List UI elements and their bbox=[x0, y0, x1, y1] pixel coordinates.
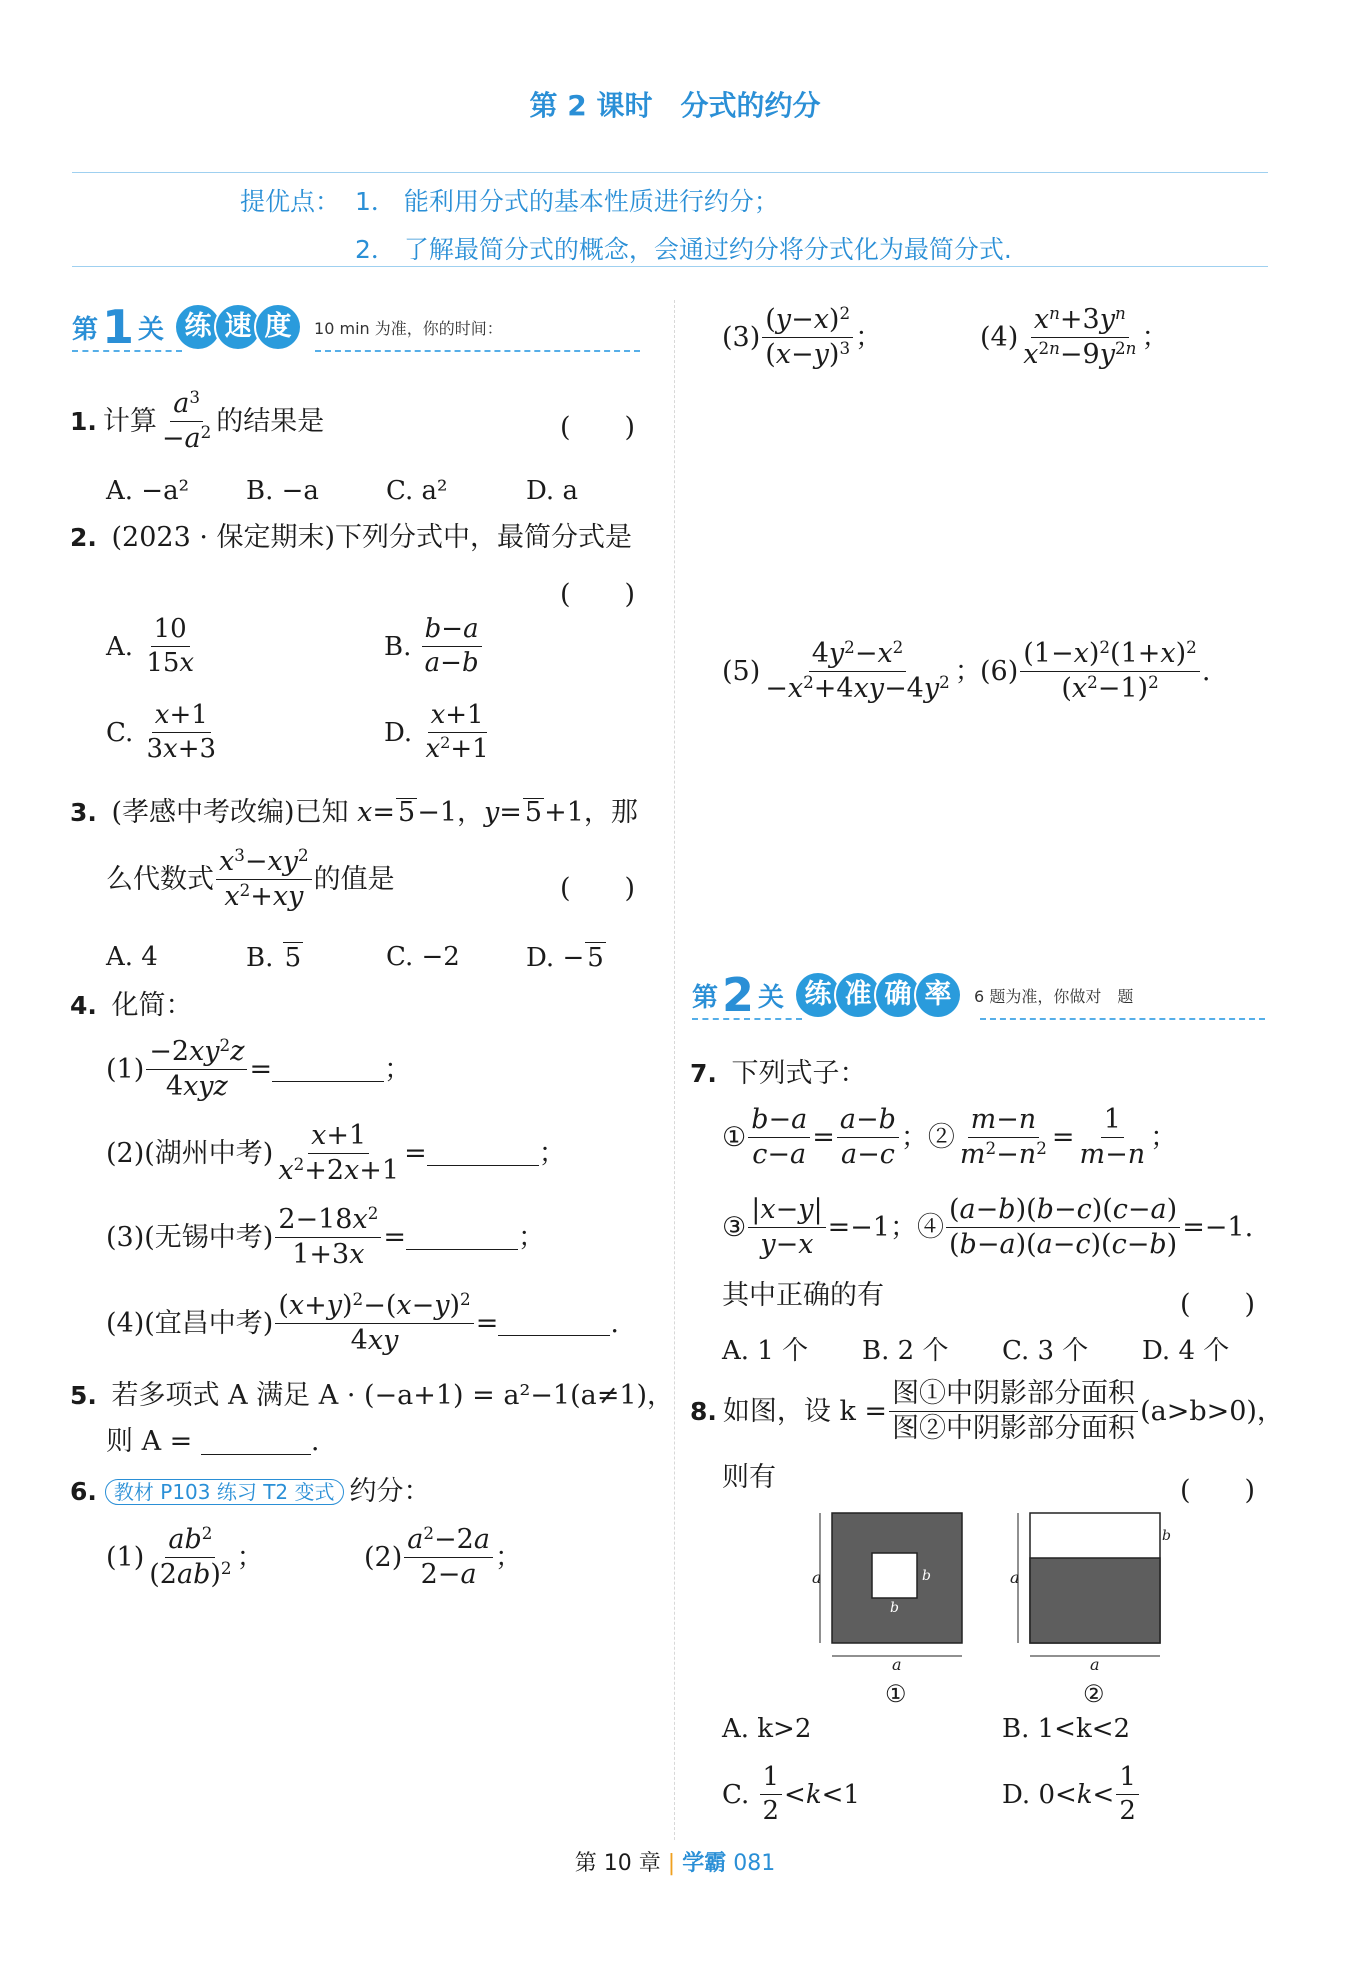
q2-option-a[interactable]: A. $\frac{10}{15x}$ bbox=[106, 614, 195, 679]
q7-option-a[interactable]: A. 1 个 bbox=[722, 1336, 809, 1366]
q5-number: 5. bbox=[70, 1381, 97, 1410]
q1-option-c[interactable]: C. a² bbox=[386, 476, 448, 506]
level-2-dash-left bbox=[692, 1018, 802, 1020]
q4-part-4: (4)(宜昌中考) $\frac{(x+y)^2-(x-y)^2}{4xy}$ = . bbox=[106, 1288, 619, 1357]
svg-text:a: a bbox=[892, 1655, 902, 1674]
q3-condition: x= 5−1，y= 5+1，那 bbox=[357, 797, 638, 828]
svg-text:b: b bbox=[890, 1600, 899, 1616]
level-1-char-1: 练 bbox=[176, 305, 220, 349]
svg-text:a: a bbox=[1010, 1568, 1020, 1587]
q3-stem-2 bbox=[106, 844, 395, 913]
q8-answer-paren[interactable]: ( ) bbox=[1180, 1475, 1256, 1506]
level-1-di: 第 bbox=[72, 314, 99, 345]
q5-text: 若多项式 A 满足 A · (−a+1) = a²−1(a≠1)， bbox=[111, 1380, 675, 1411]
q1-answer-paren[interactable]: ( ) bbox=[560, 412, 636, 443]
q2-stem bbox=[70, 524, 632, 551]
level-2-char-3: 确 bbox=[876, 973, 920, 1017]
q7-number: 7. bbox=[690, 1059, 717, 1088]
q1-text-1: 计算 bbox=[102, 406, 157, 438]
q6-part-4: (4) $\frac{x^n+3y^n}{x^{2n}-9y^{2n}}$ ； bbox=[980, 302, 1169, 371]
level-2-guan: 关 bbox=[758, 982, 785, 1013]
q7-stem bbox=[690, 1060, 867, 1087]
q1-option-d[interactable]: D. a bbox=[526, 476, 578, 506]
q4-1-blank[interactable] bbox=[272, 1058, 384, 1082]
level-1-note: 10 min 为准，你的时间： bbox=[314, 318, 503, 338]
q3-fraction: $\frac{x^3-xy^2}{x^2+xy}$ bbox=[216, 848, 312, 912]
q7-text-2: 其中正确的有 bbox=[722, 1280, 884, 1311]
level-2-di: 第 bbox=[692, 982, 719, 1013]
q7-option-b[interactable]: B. 2 个 bbox=[862, 1336, 949, 1366]
footer-brand: 学霸 bbox=[682, 1851, 727, 1876]
footer-chapter: 第 10 章 bbox=[574, 1851, 661, 1876]
q8-text-1: 如图，设 k = bbox=[722, 1396, 888, 1428]
level-1-guan: 关 bbox=[138, 314, 165, 345]
q8-text-3: 则有 bbox=[722, 1462, 776, 1493]
level-2-header bbox=[692, 970, 1133, 1020]
tiyou-point-2: 2． 了解最简分式的概念，会通过约分将分式化为最简分式. bbox=[355, 235, 1012, 264]
q8-figure-2 bbox=[1010, 1508, 1170, 1678]
level-2-number: 2 bbox=[722, 968, 755, 1022]
q3-number: 3. bbox=[70, 798, 97, 827]
q7-items-2: ③ $\frac{|x-y|}{y-x}$ =−1；④ $\frac{(a-b)(b-c)(c-a)}{(b-a)(a-c)(c-b)}$ =−1. bbox=[722, 1194, 1254, 1261]
q4-text: 化简： bbox=[111, 990, 193, 1021]
q2-option-d[interactable]: D. $\frac{x+1}{x^2+1}$ bbox=[384, 700, 489, 765]
column-divider bbox=[674, 300, 675, 1840]
q4-part-3: (3)(无锡中考) $\frac{2-18x^2}{1+3x}$ = ； bbox=[106, 1202, 546, 1271]
footer-page: 081 bbox=[733, 1851, 776, 1876]
tiyou-point-1: 1． 能利用分式的基本性质进行约分； bbox=[355, 187, 779, 216]
q3-option-a[interactable]: A. 4 bbox=[106, 942, 158, 972]
q6-text: 约分： bbox=[349, 1476, 431, 1507]
svg-text:a: a bbox=[812, 1568, 822, 1587]
q1-option-b[interactable]: B. −a bbox=[246, 476, 319, 506]
q1-option-a[interactable]: A. −a² bbox=[106, 476, 190, 506]
q6-stem bbox=[70, 1478, 431, 1505]
q8-figure-1 bbox=[812, 1508, 972, 1678]
q4-2-blank[interactable] bbox=[427, 1142, 539, 1166]
q6-part-6: (6) $\frac{(1-x)^2(1+x)^2}{(x^2-1)^2}$ . bbox=[980, 636, 1211, 705]
q2-option-b[interactable]: B. $\frac{b-a}{a-b}$ bbox=[384, 616, 484, 678]
q5-stem-2: 则 A = . bbox=[106, 1426, 320, 1457]
q8-option-a[interactable]: A. k>2 bbox=[722, 1714, 812, 1744]
q6-part-2: (2) $\frac{a^2-2a}{2-a}$ ； bbox=[364, 1522, 522, 1591]
q7-text: 下列式子： bbox=[731, 1058, 867, 1089]
q7-answer-paren[interactable]: ( ) bbox=[1180, 1289, 1256, 1320]
level-1-number: 1 bbox=[102, 300, 135, 354]
q1-fraction: $\frac{a^3}{-a^2}$ bbox=[161, 386, 212, 455]
level-2-char-4: 率 bbox=[916, 973, 960, 1017]
q3-text-1: (孝感中考改编)已知 bbox=[111, 797, 349, 828]
q3-stem bbox=[70, 798, 638, 826]
q2-number: 2. bbox=[70, 523, 97, 552]
page-title: 第 2 课时 分式的约分 bbox=[529, 89, 821, 122]
q6-part-3: (3) $\frac{(y-x)^2}{(x-y)^3}$ ； bbox=[722, 302, 883, 371]
q7-option-c[interactable]: C. 3 个 bbox=[1002, 1336, 1089, 1366]
svg-text:b: b bbox=[922, 1568, 931, 1584]
q4-part-1: (1) $\frac{-2xy^2z}{\text{4xyz}}$ = ； bbox=[106, 1034, 412, 1103]
q3-option-d[interactable]: D. − 5 bbox=[526, 943, 604, 973]
level-2-note: 6 题为准，你做对 题 bbox=[974, 986, 1134, 1006]
q3-option-b[interactable]: B. 5 bbox=[246, 943, 302, 973]
q3-option-c[interactable]: C. −2 bbox=[386, 942, 460, 972]
q6-number: 6. bbox=[70, 1477, 97, 1506]
q3-text-2: 么代数式 bbox=[106, 864, 214, 896]
q8-option-c[interactable]: C. $\frac{1}{2}$ < k <1 bbox=[722, 1762, 860, 1827]
level-1-char-3: 度 bbox=[256, 305, 300, 349]
q4-part-2: (2)(湖州中考) $\frac{x+1}{x^2+2x+1}$ = ； bbox=[106, 1120, 566, 1187]
tiyou-bottom-line bbox=[72, 266, 1268, 267]
level-2-char-1: 练 bbox=[796, 973, 840, 1017]
q2-option-c[interactable]: C. $\frac{x+1}{3x+3}$ bbox=[106, 700, 217, 765]
level-1-dash-left bbox=[72, 350, 182, 352]
svg-text:b: b bbox=[1162, 1528, 1171, 1544]
q8-stem bbox=[690, 1380, 1284, 1444]
q5-blank[interactable] bbox=[201, 1431, 311, 1455]
level-2-dash-right bbox=[980, 1018, 1265, 1020]
q7-option-d[interactable]: D. 4 个 bbox=[1142, 1336, 1230, 1366]
q1-stem bbox=[70, 386, 325, 455]
q4-number: 4. bbox=[70, 991, 97, 1020]
q8-option-b[interactable]: B. 1<k<2 bbox=[1002, 1714, 1131, 1744]
tiyou-label: 提优点： bbox=[240, 187, 341, 216]
level-1-dash-right bbox=[315, 350, 640, 352]
q4-stem bbox=[70, 992, 193, 1019]
q8-option-d[interactable]: D. 0< k < $\frac{1}{2}$ bbox=[1002, 1764, 1141, 1826]
q1-text-2: 的结果是 bbox=[216, 406, 325, 438]
q8-number: 8. bbox=[690, 1397, 717, 1427]
q8-figure-2-label: ② bbox=[1083, 1680, 1105, 1708]
tiyou-top-line bbox=[72, 172, 1268, 173]
q8-text-2: (a>b>0)， bbox=[1140, 1396, 1284, 1428]
q4-3-blank[interactable] bbox=[406, 1226, 518, 1250]
q6-part-1: (1) $\frac{ab^2}{(2ab)^2}$ ； bbox=[106, 1522, 264, 1591]
footer: 第 10 章 | 学霸 081 bbox=[574, 1851, 776, 1876]
q8-fraction: $\frac{\text{图①中阴影部分面积}}{\text{图②中阴影部分面积}}$ bbox=[889, 1380, 1138, 1444]
q7-items-1: ① $\frac{b-a}{c-a}$ = $\frac{a-b}{a-c}$ ；② $\frac{m-n}{m^2-n^2}$ = $\frac{1}{m-n}$ ； bbox=[722, 1104, 1178, 1171]
q6-part-5: (5) $\frac{4y^2-x^2}{-x^2+4xy-4y^2}$ ； bbox=[722, 636, 982, 705]
q1-number: 1. bbox=[70, 407, 97, 437]
q6-textbook-tag: 教材 P103 练习 T2 变式 bbox=[105, 1479, 344, 1505]
level-2-char-2: 准 bbox=[836, 973, 880, 1017]
q3-text-3: 的值是 bbox=[313, 864, 395, 896]
q3-answer-paren[interactable]: ( ) bbox=[560, 873, 636, 904]
level-1-char-2: 速 bbox=[216, 305, 260, 349]
q2-text: (2023 · 保定期末)下列分式中，最简分式是 bbox=[111, 522, 633, 553]
level-1-header bbox=[72, 302, 503, 352]
q5-stem bbox=[70, 1382, 674, 1409]
q8-figure-1-label: ① bbox=[885, 1680, 907, 1708]
svg-text:a: a bbox=[1090, 1655, 1100, 1674]
q4-4-blank[interactable] bbox=[498, 1312, 610, 1336]
q2-answer-paren[interactable]: ( ) bbox=[560, 579, 636, 610]
